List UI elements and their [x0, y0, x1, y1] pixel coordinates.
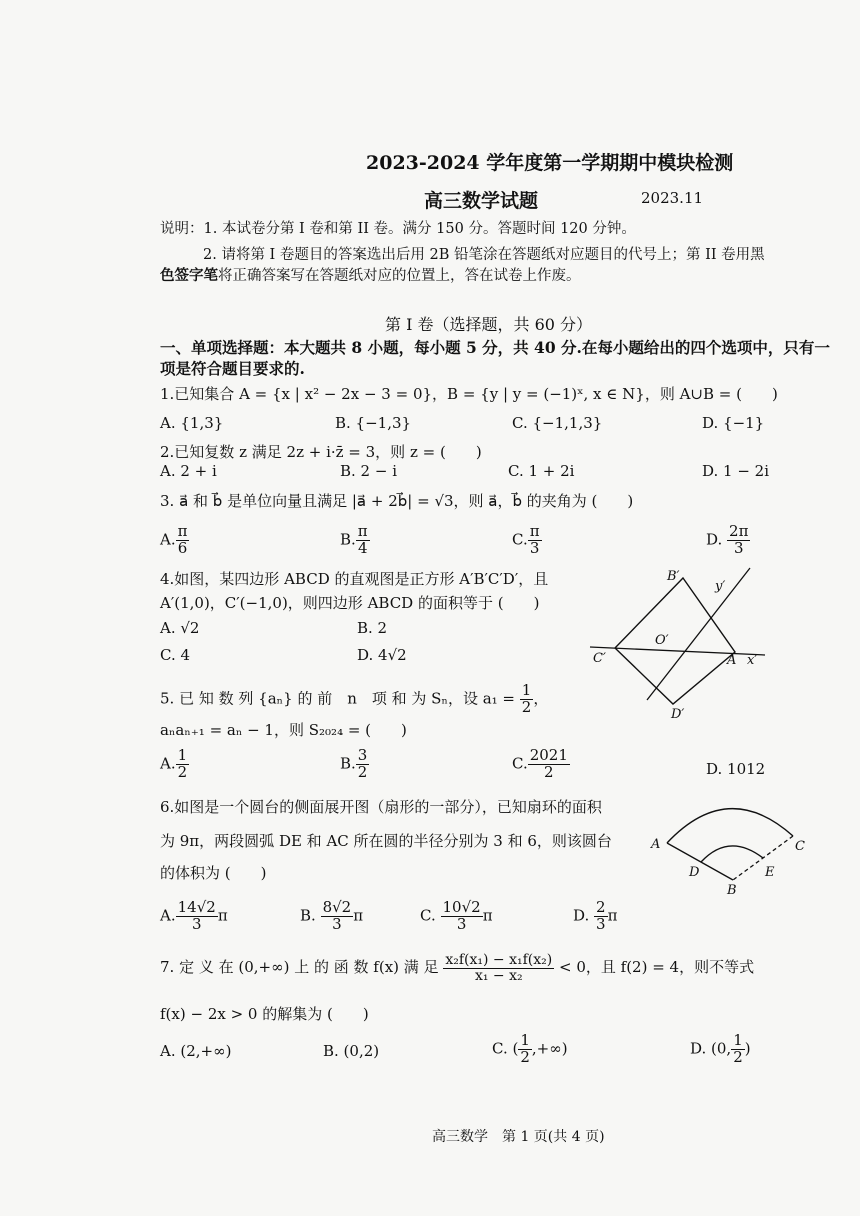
q6-d-den: 3 [596, 914, 606, 933]
q5-option-b [340, 748, 369, 781]
q7-stem-1 [160, 953, 754, 983]
q7-den: x₁ − x₂ [474, 967, 523, 984]
q6-outer-arc [667, 809, 793, 843]
q5-a-num: 1 [177, 746, 188, 764]
q3-c-num: π [529, 522, 540, 540]
note-bold-text: 色签字笔 [160, 267, 218, 284]
q4-label-x: x′ [747, 653, 758, 668]
q5-a-den: 2 [177, 762, 188, 781]
q4-option-d: D. 4√2 [357, 646, 407, 664]
q2-option-d: D. 1 − 2i [702, 462, 770, 480]
q5-b-num: 3 [357, 746, 368, 764]
q7-option-d [690, 1033, 751, 1066]
q5-a1-num: 1 [521, 681, 532, 699]
q6-option-b [300, 900, 363, 933]
q6-d-prefix: D. [573, 906, 590, 925]
q2-option-c: C. 1 + 2i [508, 462, 575, 480]
q4-figure [585, 560, 785, 730]
q7-option-b: B. (0,2) [323, 1042, 380, 1060]
section-b: 项是符合题目要求的. [160, 359, 305, 378]
q3-stem: 3. a⃗ 和 b⃗ 是单位向量且满足 |a⃗ + 2b⃗| = √3，则 a⃗，b⃗ 的夹角为 ( ) [160, 492, 634, 510]
q3-d-den: 3 [733, 538, 744, 557]
q5-c-num: 2021 [529, 746, 568, 764]
q6-option-d [573, 900, 617, 933]
q4-label-y: y′ [715, 579, 726, 594]
q6-stem-1: 6.如图是一个圆台的侧面展开图（扇形的一部分），已知扇环的面积 [160, 798, 602, 816]
q5-b-den: 2 [357, 762, 368, 781]
q5-b-prefix: B. [340, 754, 356, 773]
q6-a-fraction [176, 900, 218, 933]
q3-b-prefix: B. [340, 530, 356, 549]
q7-c-den: 2 [520, 1047, 530, 1066]
q7-option-a: A. (2,+∞) [160, 1042, 232, 1060]
q7-d-num: 1 [733, 1031, 743, 1049]
q7-c-fraction [518, 1033, 532, 1066]
q4-label-c: C′ [593, 651, 606, 666]
q6-label-b: B [727, 883, 737, 898]
q4-option-b: B. 2 [357, 619, 388, 637]
note-line-2b [160, 264, 581, 285]
part1-heading: 第 I 卷（选择题，共 60 分） [385, 315, 593, 334]
q6-d-fraction [594, 900, 608, 933]
q4-label-b: B′ [667, 569, 680, 584]
exam-subtitle: 高三数学试题 [424, 190, 539, 212]
q6-c-num: 10√2 [442, 898, 481, 916]
q5-c-prefix: C. [512, 754, 528, 773]
q6-stem-3: 的体积为 ( ) [160, 864, 267, 882]
q4-square [615, 578, 735, 704]
q4-stem-1: 4.如图，某四边形 ABCD 的直观图是正方形 A′B′C′D′，且 [160, 570, 549, 588]
q6-a-suffix: π [217, 906, 228, 925]
q3-d-num: 2π [729, 522, 749, 540]
q7-c-prefix: C. ( [492, 1039, 519, 1058]
q7-d-fraction [731, 1033, 745, 1066]
q1-option-c: C. {−1,1,3} [512, 414, 603, 432]
q6-a-prefix: A. [160, 906, 176, 925]
q6-c-fraction [441, 900, 483, 933]
q7-stem-2: f(x) − 2x > 0 的解集为 ( ) [160, 1005, 369, 1023]
q6-option-c [420, 900, 493, 933]
q6-label-e: E [765, 865, 775, 880]
q5-a1-den: 2 [521, 697, 532, 716]
q6-stem-2: 为 9π，两段圆弧 DE 和 AC 所在圆的半径分别为 3 和 6，则该圆台 [160, 832, 612, 850]
q4-label-o: O′ [655, 633, 669, 648]
q6-d-suffix: π [607, 906, 618, 925]
q6-inner-arc [701, 846, 763, 862]
q6-left-edge [667, 843, 733, 880]
q4-stem-2: A′(1,0)，C′(−1,0)，则四边形 ABCD 的面积等于 ( ) [160, 594, 540, 612]
q3-b-den: 4 [357, 538, 368, 557]
section-a: 一、单项选择题：本大题共 8 小题，每小题 5 分，共 40 分.在每小题给出的四个选项中，只有一 [160, 338, 830, 357]
q7-stem-prefix: 7. 定 义 在 (0,+∞) 上 的 函 数 f(x) 满 足 [160, 958, 439, 977]
q6-c-suffix: π [482, 906, 493, 925]
q7-option-c [492, 1033, 568, 1066]
q7-c-num: 1 [520, 1031, 530, 1049]
q2-stem: 2.已知复数 z 满足 2z + i·z̄ = 3，则 z = ( ) [160, 443, 482, 461]
q1-stem: 1.已知集合 A = {x | x² − 2x − 3 = 0}，B = {y | y = (−1)ˣ, x ∈ N}，则 A∪B = ( ) [160, 385, 778, 403]
q4-option-a: A. √2 [160, 619, 200, 637]
q6-b-fraction [321, 900, 354, 933]
q5-a-prefix: A. [160, 754, 176, 773]
q6-b-suffix: π [353, 906, 364, 925]
q4-label-a: A [727, 653, 737, 668]
q5-a-fraction [176, 748, 190, 781]
q3-a-fraction [176, 524, 190, 557]
q6-option-a [160, 900, 228, 933]
q4-label-d: D′ [671, 707, 685, 722]
q3-a-den: 6 [177, 538, 188, 557]
q7-stem-suffix: < 0，且 f(2) = 4，则不等式 [559, 958, 755, 977]
q7-num: x₂f(x₁) − x₁f(x₂) [445, 952, 553, 968]
q4-x-axis [590, 647, 765, 655]
q6-b-num: 8√2 [322, 898, 352, 916]
q6-label-c: C [795, 839, 805, 854]
q3-c-den: 3 [529, 538, 540, 557]
q3-d-fraction [727, 524, 750, 557]
q7-d-prefix: D. (0, [690, 1039, 732, 1058]
q6-figure [645, 790, 805, 900]
q5-stem-2: aₙaₙ₊₁ = aₙ − 1，则 S₂₀₂₄ = ( ) [160, 721, 407, 739]
q5-c-den: 2 [544, 762, 554, 781]
q3-d-prefix: D. [706, 530, 723, 549]
q5-c-fraction [528, 748, 570, 781]
q3-c-prefix: C. [512, 530, 528, 549]
q3-a-prefix: A. [160, 530, 176, 549]
note-line-2a: 2. 请将第 I 卷题目的答案选出后用 2B 铅笔涂在答题纸对应题目的代号上；第 II 卷用黑 [203, 247, 765, 263]
q3-b-fraction [356, 524, 370, 557]
q6-c-prefix: C. [420, 906, 436, 925]
q3-option-d [706, 524, 750, 557]
q6-a-den: 3 [191, 914, 202, 933]
q5-option-c [512, 748, 570, 781]
q5-stem-prefix: 5. 已 知 数 列 {aₙ} 的 前 n 项 和 为 Sₙ，设 a₁ = [160, 689, 515, 708]
q5-stem-1 [160, 683, 548, 716]
q2-option-a: A. 2 + i [160, 462, 217, 480]
q6-label-d: D [689, 865, 700, 880]
q7-c-suffix: ,+∞) [531, 1039, 568, 1058]
q7-fraction [443, 953, 554, 983]
q1-option-a: A. {1,3} [160, 414, 224, 432]
exam-title: 2023-2024 学年度第一学期期中模块检测 [366, 152, 734, 174]
q5-a1-fraction [520, 683, 534, 716]
q3-option-a [160, 524, 189, 557]
exam-date: 2023.11 [641, 189, 704, 207]
q2-option-b: B. 2 − i [340, 462, 398, 480]
q6-d-num: 2 [596, 898, 606, 916]
q3-b-num: π [357, 522, 368, 540]
q6-c-den: 3 [456, 914, 467, 933]
q7-d-den: 2 [733, 1047, 743, 1066]
q3-option-c [512, 524, 542, 557]
q3-option-b [340, 524, 370, 557]
q6-b-den: 3 [332, 914, 342, 933]
q1-option-d: D. {−1} [702, 414, 765, 432]
q6-a-num: 14√2 [177, 898, 216, 916]
q5-stem-suffix: ， [533, 689, 549, 708]
q3-c-fraction [528, 524, 542, 557]
q5-option-d: D. 1012 [706, 760, 766, 778]
note-rest-text: 将正确答案写在答题纸对应的位置上，答在试卷上作废。 [218, 268, 581, 284]
q5-option-a [160, 748, 189, 781]
q6-b-prefix: B. [300, 906, 316, 925]
q4-option-c: C. 4 [160, 646, 191, 664]
q3-a-num: π [177, 522, 188, 540]
note-line-1: 说明：1. 本试卷分第 I 卷和第 II 卷。满分 150 分。答题时间 120 分钟。 [160, 221, 636, 237]
q6-label-a: A [651, 837, 661, 852]
q7-d-suffix: ) [744, 1039, 751, 1058]
page-footer: 高三数学 第 1 页(共 4 页) [432, 1129, 605, 1145]
q1-option-b: B. {−1,3} [335, 414, 412, 432]
q5-b-fraction [356, 748, 370, 781]
